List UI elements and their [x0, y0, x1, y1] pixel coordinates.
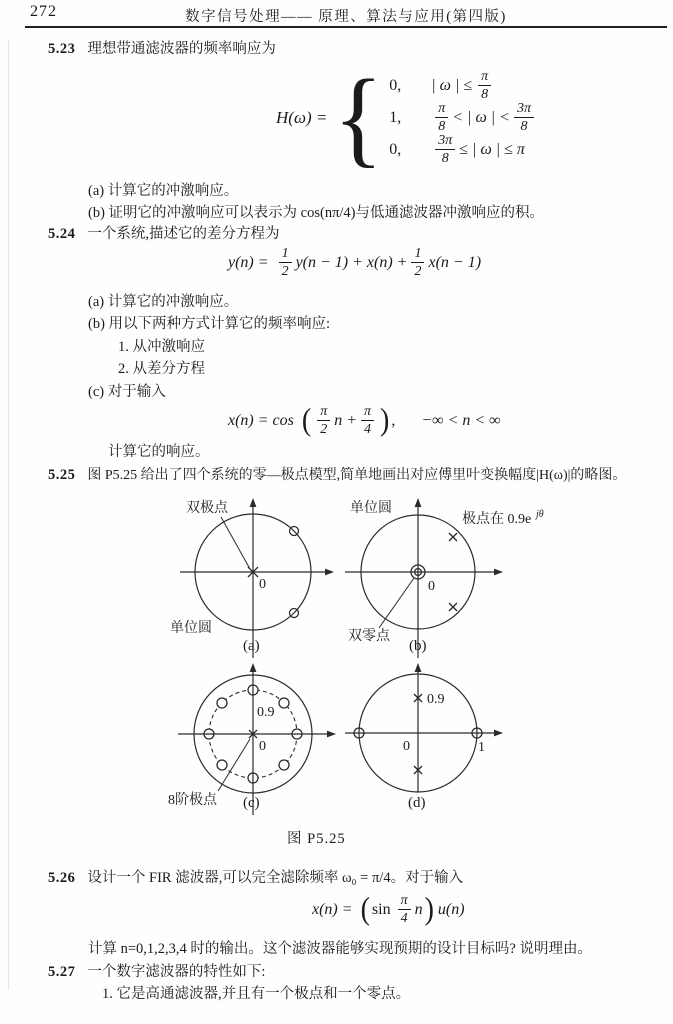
problem-5-23-heading — [48, 40, 276, 58]
problem-number: 5.26 — [48, 870, 76, 886]
case-value: 1, — [389, 108, 402, 126]
left-paren: ( — [360, 891, 370, 927]
pole-marker — [449, 533, 457, 541]
eq-tail: u(n) — [437, 900, 465, 918]
problem-5-24-item-a: (a) 计算它的冲激响应。 — [88, 294, 239, 310]
problem-5-24-item-b: (b) 用以下两种方式计算它的频率响应: — [88, 316, 331, 332]
problem-number: 5.23 — [48, 41, 76, 57]
case-value: 0, — [389, 76, 402, 94]
fraction: $\frac{\pi}{8}$ — [478, 69, 491, 102]
unit-circle-label: 单位圆 — [350, 501, 392, 516]
origin-label: 0 — [428, 579, 435, 594]
equation-sine-input — [312, 893, 465, 926]
problem-5-24-closing: 计算它的响应。 — [108, 444, 210, 460]
case-row — [389, 71, 538, 101]
page-header — [25, 0, 667, 28]
problem-5-27-heading — [48, 963, 265, 981]
problem-statement: 设计一个 FIR 滤波器,可以完全滤除频率 ω₀ = π/4。对于输入 — [87, 870, 464, 886]
case-row — [389, 135, 538, 165]
pole-location-exponent: jθ — [536, 509, 544, 520]
equation-difference-equation — [228, 246, 481, 279]
unit-label: 1 — [478, 740, 485, 755]
problem-5-24-sub-1: 1. 从冲激响应 — [118, 339, 205, 355]
equation-bandpass-frequency-response — [276, 57, 538, 178]
fraction: $\frac{3\pi}{8}$ — [435, 133, 455, 166]
n-variable: n — [414, 900, 423, 918]
eq-lhs: y(n) = — [228, 253, 269, 271]
fraction: $\frac{3\pi}{8}$ — [514, 101, 534, 134]
fraction: $\frac{1}{2}$ — [279, 246, 292, 279]
pole-marker — [449, 603, 457, 611]
problem-5-27-sub-1: 1. 它是高通滤波器,并且有一个极点和一个零点。 — [102, 986, 411, 1002]
eq-middle: n + — [334, 411, 358, 429]
running-title: 数字信号处理—— 原理、算法与应用(第四版) — [185, 9, 507, 25]
pole-location-label: 极点在 0.9e — [462, 512, 532, 527]
problem-5-26-closing: 计算 n=0,1,2,3,4 时的输出。这个滤波器能够实现预期的设计目标吗? 说明理由。 — [88, 941, 592, 957]
zero-marker — [279, 760, 289, 770]
problem-5-24-sub-2: 2. 从差分方程 — [118, 361, 205, 377]
problem-5-25-heading — [48, 466, 626, 485]
right-paren: ) — [380, 402, 390, 438]
fraction: $\frac{\pi}{2}$ — [317, 404, 330, 437]
left-paren: ( — [301, 402, 312, 438]
eq-lhs: H(ω) = — [276, 107, 328, 127]
pole-radius-label: 0.9 — [427, 692, 445, 707]
pole-zero-plot-d — [345, 663, 503, 811]
subfigure-tag: (a) — [243, 638, 260, 654]
eq-lhs: x(n) = cos — [228, 411, 294, 429]
subfigure-tag: (c) — [243, 795, 260, 811]
double-pole-label: 双极点 — [186, 501, 228, 516]
problem-5-26-heading — [48, 869, 463, 887]
subfigure-tag: (b) — [409, 638, 427, 654]
radius-label: 0.9 — [257, 705, 275, 720]
zero-marker — [217, 760, 227, 770]
case-condition: < | ω | < — [452, 108, 510, 126]
figure-p5-25 — [0, 490, 673, 824]
unit-circle-label: 单位圆 — [170, 621, 212, 636]
origin-label: 0 — [403, 739, 410, 754]
case-row — [389, 103, 538, 133]
pointer-line — [379, 578, 414, 628]
figure-caption: 图 P5.25 — [287, 831, 346, 847]
subfigure-tag: (d) — [408, 795, 426, 811]
fraction: $\frac{\pi}{4}$ — [398, 893, 411, 926]
problem-statement: 理想带通滤波器的频率响应为 — [87, 41, 276, 57]
zero-marker — [279, 698, 289, 708]
eighth-order-pole-label: 8阶极点 — [168, 793, 217, 808]
problem-statement: 一个数字滤波器的特性如下: — [87, 964, 266, 980]
eq-middle: y(n − 1) + x(n) + — [295, 253, 408, 271]
case-value: 0, — [389, 140, 402, 158]
fraction: $\frac{1}{2}$ — [411, 246, 424, 279]
origin-label: 0 — [259, 739, 266, 754]
page-number: 272 — [30, 3, 57, 20]
problem-5-23-item-a: (a) 计算它的冲激响应。 — [88, 183, 239, 199]
case-condition: ≤ | ω | ≤ — [459, 140, 513, 158]
eq-tail: x(n − 1) — [428, 253, 482, 271]
fraction: $\frac{\pi}{8}$ — [435, 101, 448, 134]
problem-number: 5.24 — [48, 226, 76, 242]
fraction: $\frac{\pi}{4}$ — [361, 404, 374, 437]
case-condition: | ω | ≤ — [431, 76, 473, 94]
pole-zero-plot-a — [170, 498, 334, 658]
cases-block — [389, 71, 538, 165]
double-zero-label: 双零点 — [348, 629, 390, 644]
problem-statement: 图 P5.25 给出了四个系统的零—极点模型,简单地画出对应傅里叶变换幅度|H(ω)|的略图。 — [87, 468, 627, 483]
problem-5-24-heading — [48, 225, 280, 243]
pole-zero-plot-b — [345, 498, 544, 658]
zero-marker — [217, 698, 227, 708]
problem-statement: 一个系统,描述它的差分方程为 — [87, 226, 280, 242]
origin-label: 0 — [259, 577, 266, 592]
problem-5-24-item-c: (c) 对于输入 — [88, 384, 166, 400]
eq-range: −∞ < n < ∞ — [421, 411, 501, 429]
sin-operator: sin — [371, 900, 391, 918]
problem-number: 5.25 — [48, 467, 76, 483]
right-paren: ) — [424, 891, 434, 927]
eq-lhs: x(n) = — [312, 900, 353, 918]
cases-brace: { — [333, 57, 384, 178]
case-condition-tail: π — [516, 140, 525, 158]
pointer-line — [221, 517, 250, 569]
pole-zero-plot-c — [168, 663, 336, 815]
equation-cosine-input — [228, 404, 501, 437]
problem-number: 5.27 — [48, 964, 76, 980]
comma: , — [391, 411, 396, 429]
problem-5-23-item-b: (b) 证明它的冲激响应可以表示为 cos(nπ/4)与低通滤波器冲激响应的积。 — [88, 205, 544, 221]
